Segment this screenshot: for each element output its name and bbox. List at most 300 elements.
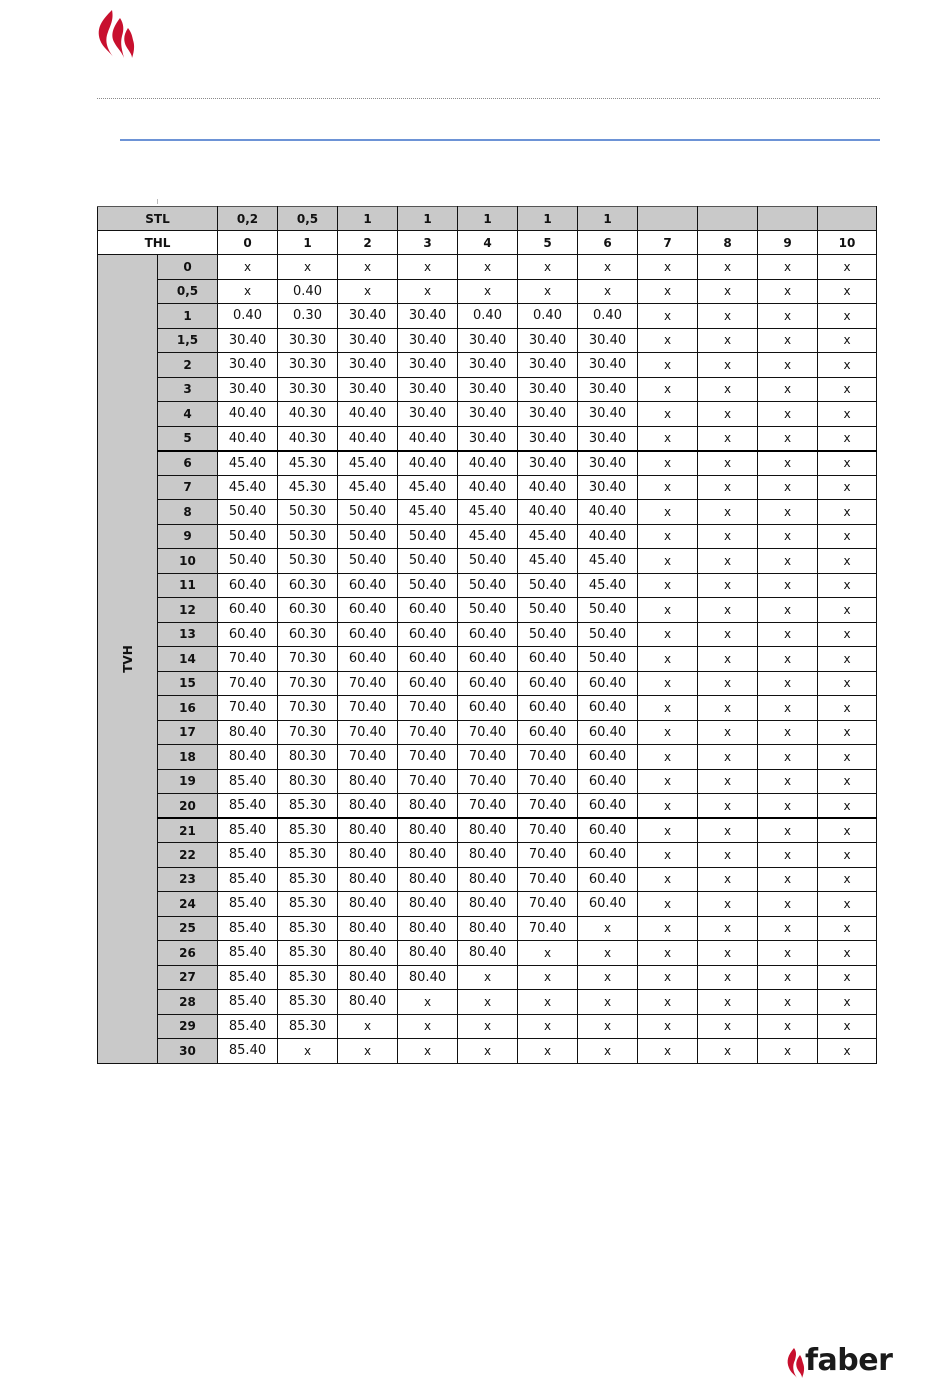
value-cell: 30.40 — [518, 353, 578, 378]
value-cell: 30.40 — [338, 353, 398, 378]
value-cell: x — [758, 500, 818, 525]
value-cell: x — [518, 1039, 578, 1064]
value-cell: 30.40 — [518, 402, 578, 427]
value-cell: x — [638, 377, 698, 402]
value-cell: 45.40 — [338, 451, 398, 476]
value-cell: 30.40 — [578, 377, 638, 402]
value-cell: 60.40 — [578, 843, 638, 868]
value-cell: 80.40 — [338, 794, 398, 819]
table-row — [98, 426, 877, 451]
value-cell: 80.40 — [218, 745, 278, 770]
value-cell: x — [638, 818, 698, 843]
value-cell: x — [758, 720, 818, 745]
table-row — [98, 377, 877, 402]
faber-wordmark: faber — [805, 1343, 893, 1378]
value-cell: 50.40 — [218, 549, 278, 574]
value-cell: 45.40 — [458, 524, 518, 549]
value-cell: 80.40 — [398, 818, 458, 843]
tvh-row-header: 17 — [158, 720, 218, 745]
tvh-row-header: 23 — [158, 867, 218, 892]
value-cell: x — [698, 573, 758, 598]
value-cell: 60.40 — [218, 598, 278, 623]
value-cell: 85.30 — [278, 965, 338, 990]
value-cell: 45.40 — [518, 549, 578, 574]
tvh-row-header: 24 — [158, 892, 218, 917]
table-row — [98, 892, 877, 917]
tvh-axis-label — [98, 255, 158, 1064]
value-cell: 85.40 — [218, 990, 278, 1015]
value-cell: x — [818, 696, 877, 721]
tvh-row-header: 10 — [158, 549, 218, 574]
value-cell: 30.40 — [518, 451, 578, 476]
value-cell: 80.40 — [458, 867, 518, 892]
table-row — [98, 475, 877, 500]
value-cell: 30.40 — [398, 377, 458, 402]
value-cell: 30.40 — [338, 328, 398, 353]
value-cell: 70.40 — [398, 720, 458, 745]
tvh-row-header: 30 — [158, 1039, 218, 1064]
value-cell: 70.40 — [458, 745, 518, 770]
value-cell: 70.40 — [458, 769, 518, 794]
value-cell: x — [638, 671, 698, 696]
value-cell: x — [698, 1014, 758, 1039]
value-cell: x — [818, 500, 877, 525]
value-cell: 85.40 — [218, 867, 278, 892]
value-cell: 85.30 — [278, 990, 338, 1015]
value-cell: 80.40 — [458, 916, 518, 941]
value-cell: 40.40 — [458, 451, 518, 476]
value-cell: x — [698, 892, 758, 917]
value-cell: x — [818, 524, 877, 549]
tvh-row-header: 11 — [158, 573, 218, 598]
value-cell: x — [518, 1014, 578, 1039]
value-cell: x — [638, 475, 698, 500]
value-cell: 85.30 — [278, 916, 338, 941]
value-cell: x — [758, 1014, 818, 1039]
value-cell: 70.40 — [338, 696, 398, 721]
value-cell: x — [518, 941, 578, 966]
value-cell: 85.40 — [218, 916, 278, 941]
value-cell: 70.40 — [518, 745, 578, 770]
value-cell: 40.40 — [518, 475, 578, 500]
stl-value-cell: 1 — [338, 207, 398, 231]
thl-value-cell: 10 — [818, 231, 877, 255]
table-row — [98, 402, 877, 427]
table-row — [98, 843, 877, 868]
value-cell: 30.40 — [398, 304, 458, 329]
value-cell: x — [338, 1039, 398, 1064]
value-cell: 70.30 — [278, 671, 338, 696]
value-cell: 80.40 — [398, 892, 458, 917]
value-cell: 70.40 — [338, 671, 398, 696]
tvh-row-header: 1 — [158, 304, 218, 329]
value-cell: x — [518, 965, 578, 990]
tvh-row-header: 21 — [158, 818, 218, 843]
value-cell: x — [518, 255, 578, 280]
value-cell: 80.40 — [398, 867, 458, 892]
tvh-row-header: 15 — [158, 671, 218, 696]
value-cell: x — [818, 328, 877, 353]
table-row — [98, 304, 877, 329]
tvh-row-header: 0 — [158, 255, 218, 280]
value-cell: x — [818, 475, 877, 500]
value-cell: 80.40 — [458, 892, 518, 917]
value-cell: 80.40 — [458, 818, 518, 843]
value-cell: x — [638, 892, 698, 917]
value-cell: 80.30 — [278, 769, 338, 794]
value-cell: x — [818, 867, 877, 892]
value-cell: 85.40 — [218, 1039, 278, 1064]
value-cell: 80.40 — [398, 965, 458, 990]
value-cell: x — [818, 402, 877, 427]
value-cell: 80.40 — [338, 892, 398, 917]
value-cell: x — [818, 451, 877, 476]
value-cell: x — [698, 304, 758, 329]
value-cell: 70.40 — [398, 745, 458, 770]
value-cell: 80.40 — [398, 843, 458, 868]
stl-value-cell — [758, 207, 818, 231]
value-cell: x — [638, 916, 698, 941]
value-cell: 40.40 — [218, 402, 278, 427]
value-cell: 80.40 — [458, 843, 518, 868]
value-cell: x — [758, 990, 818, 1015]
value-cell: 30.40 — [458, 353, 518, 378]
value-cell: x — [818, 769, 877, 794]
tvh-row-header: 0,5 — [158, 279, 218, 304]
value-cell: x — [758, 916, 818, 941]
thl-value-cell: 4 — [458, 231, 518, 255]
value-cell: 70.40 — [398, 769, 458, 794]
value-cell: x — [338, 255, 398, 280]
table-row — [98, 990, 877, 1015]
thl-value-cell: 1 — [278, 231, 338, 255]
value-cell: x — [698, 1039, 758, 1064]
value-cell: x — [458, 990, 518, 1015]
tvh-row-header: 5 — [158, 426, 218, 451]
value-cell: x — [638, 622, 698, 647]
value-cell: x — [458, 965, 518, 990]
value-cell: x — [638, 647, 698, 672]
value-cell: 60.40 — [578, 720, 638, 745]
value-cell: 60.40 — [458, 696, 518, 721]
value-cell: x — [638, 279, 698, 304]
value-cell: 30.30 — [278, 377, 338, 402]
value-cell: x — [458, 279, 518, 304]
value-cell: x — [758, 843, 818, 868]
value-cell: x — [758, 377, 818, 402]
table-tick-mark — [157, 199, 158, 204]
value-cell: 50.40 — [218, 524, 278, 549]
value-cell: 60.40 — [338, 598, 398, 623]
value-cell: 85.30 — [278, 818, 338, 843]
value-cell: x — [698, 696, 758, 721]
value-cell: 50.40 — [518, 622, 578, 647]
thl-value-cell: 7 — [638, 231, 698, 255]
value-cell: x — [818, 745, 877, 770]
tvh-row-header: 3 — [158, 377, 218, 402]
value-cell: 80.40 — [338, 916, 398, 941]
value-cell: 85.30 — [278, 1014, 338, 1039]
value-cell: 60.40 — [398, 598, 458, 623]
value-cell: 30.40 — [518, 426, 578, 451]
value-cell: x — [398, 279, 458, 304]
value-cell: 80.30 — [278, 745, 338, 770]
value-cell: 60.40 — [578, 892, 638, 917]
value-cell: 60.40 — [398, 671, 458, 696]
thl-value-cell: 6 — [578, 231, 638, 255]
tvh-row-header: 28 — [158, 990, 218, 1015]
value-cell: x — [638, 549, 698, 574]
tvh-row-header: 1,5 — [158, 328, 218, 353]
value-cell: x — [758, 328, 818, 353]
value-cell: 0.40 — [278, 279, 338, 304]
value-cell: 70.40 — [518, 892, 578, 917]
value-cell: 60.40 — [578, 867, 638, 892]
value-cell: x — [818, 353, 877, 378]
faber-flame-icon — [786, 1347, 806, 1379]
value-cell: x — [698, 451, 758, 476]
value-cell: x — [698, 475, 758, 500]
value-cell: x — [818, 916, 877, 941]
value-cell: 30.40 — [578, 426, 638, 451]
stl-value-cell: 1 — [578, 207, 638, 231]
tvh-row-header: 16 — [158, 696, 218, 721]
value-cell: x — [758, 279, 818, 304]
value-cell: 60.40 — [458, 622, 518, 647]
value-cell: x — [638, 500, 698, 525]
value-cell: x — [338, 1014, 398, 1039]
value-cell: 0.40 — [518, 304, 578, 329]
stl-value-cell — [698, 207, 758, 231]
value-cell: x — [398, 1039, 458, 1064]
value-cell: x — [698, 500, 758, 525]
value-cell: 50.40 — [578, 647, 638, 672]
value-cell: x — [338, 279, 398, 304]
value-cell: 45.30 — [278, 475, 338, 500]
table-row — [98, 622, 877, 647]
value-cell: 80.40 — [338, 965, 398, 990]
table-row — [98, 500, 877, 525]
tvh-row-header: 13 — [158, 622, 218, 647]
value-cell: 30.40 — [578, 328, 638, 353]
thl-header-label: THL — [98, 231, 218, 255]
value-cell: 40.40 — [458, 475, 518, 500]
value-cell: x — [698, 622, 758, 647]
value-cell: 0.40 — [218, 304, 278, 329]
value-cell: x — [698, 549, 758, 574]
value-cell: x — [818, 1014, 877, 1039]
value-cell: 0.40 — [578, 304, 638, 329]
value-cell: 40.40 — [398, 451, 458, 476]
value-cell: 30.40 — [398, 328, 458, 353]
table-row — [98, 353, 877, 378]
value-cell: x — [758, 451, 818, 476]
value-cell: x — [638, 598, 698, 623]
value-cell: x — [818, 598, 877, 623]
value-cell: 30.40 — [578, 451, 638, 476]
table-row — [98, 867, 877, 892]
value-cell: 80.40 — [338, 769, 398, 794]
value-cell: 60.40 — [338, 573, 398, 598]
value-cell: 70.40 — [518, 867, 578, 892]
value-cell: x — [758, 965, 818, 990]
table-row — [98, 696, 877, 721]
table-row — [98, 647, 877, 672]
value-cell: x — [578, 1039, 638, 1064]
value-cell: 60.40 — [578, 671, 638, 696]
value-cell: x — [818, 647, 877, 672]
value-cell: 70.40 — [518, 794, 578, 819]
value-cell: x — [818, 720, 877, 745]
value-cell: 45.30 — [278, 451, 338, 476]
value-cell: 80.40 — [338, 990, 398, 1015]
value-cell: x — [698, 867, 758, 892]
value-cell: x — [758, 794, 818, 819]
value-cell: 30.30 — [278, 328, 338, 353]
value-cell: x — [758, 745, 818, 770]
value-cell: 50.30 — [278, 549, 338, 574]
value-cell: 40.40 — [338, 426, 398, 451]
value-cell: 70.40 — [458, 794, 518, 819]
table-row — [98, 598, 877, 623]
value-cell: x — [638, 304, 698, 329]
value-cell: x — [638, 353, 698, 378]
tvh-row-header: 20 — [158, 794, 218, 819]
value-cell: 30.40 — [578, 402, 638, 427]
value-cell: 30.40 — [218, 328, 278, 353]
value-cell: x — [758, 598, 818, 623]
value-cell: x — [458, 255, 518, 280]
stl-header-label: STL — [98, 207, 218, 231]
value-cell: 30.40 — [458, 426, 518, 451]
value-cell: 30.40 — [458, 402, 518, 427]
faber-brand-logo — [786, 1343, 893, 1381]
value-cell: x — [578, 990, 638, 1015]
table-row — [98, 769, 877, 794]
value-cell: x — [818, 990, 877, 1015]
header-dotted-divider — [97, 98, 880, 99]
thl-value-cell: 9 — [758, 231, 818, 255]
value-cell: x — [698, 598, 758, 623]
table-row — [98, 524, 877, 549]
tvh-row-header: 4 — [158, 402, 218, 427]
value-cell: 60.40 — [518, 671, 578, 696]
value-cell: x — [638, 1039, 698, 1064]
value-cell: 80.40 — [398, 916, 458, 941]
value-cell: x — [638, 328, 698, 353]
value-cell: x — [758, 892, 818, 917]
value-cell: 60.30 — [278, 573, 338, 598]
value-cell: 85.30 — [278, 867, 338, 892]
value-cell: 0.40 — [458, 304, 518, 329]
value-cell: x — [398, 1014, 458, 1039]
tvh-row-header: 8 — [158, 500, 218, 525]
value-cell: 50.40 — [458, 573, 518, 598]
value-cell: x — [758, 769, 818, 794]
table-row — [98, 573, 877, 598]
value-cell: 85.40 — [218, 892, 278, 917]
value-cell: x — [398, 255, 458, 280]
value-cell: x — [758, 671, 818, 696]
value-cell: 85.30 — [278, 892, 338, 917]
value-cell: x — [758, 304, 818, 329]
value-cell: x — [758, 353, 818, 378]
value-cell: x — [638, 720, 698, 745]
value-cell: x — [638, 843, 698, 868]
value-cell: 85.30 — [278, 794, 338, 819]
value-cell: x — [818, 965, 877, 990]
value-cell: 30.40 — [338, 377, 398, 402]
value-cell: 50.40 — [518, 573, 578, 598]
value-cell: 60.30 — [278, 598, 338, 623]
tvh-label-text: TVH — [120, 644, 135, 673]
value-cell: x — [758, 475, 818, 500]
value-cell: x — [818, 843, 877, 868]
value-cell: 45.40 — [578, 573, 638, 598]
tvh-thl-table — [97, 206, 877, 1064]
value-cell: x — [818, 941, 877, 966]
value-cell: 70.40 — [218, 696, 278, 721]
value-cell: 50.40 — [458, 549, 518, 574]
value-cell: x — [758, 524, 818, 549]
value-cell: x — [638, 1014, 698, 1039]
value-cell: 60.40 — [338, 647, 398, 672]
value-cell: 40.30 — [278, 402, 338, 427]
table-row — [98, 916, 877, 941]
value-cell: 45.40 — [218, 475, 278, 500]
value-cell: x — [638, 990, 698, 1015]
value-cell: 50.40 — [398, 524, 458, 549]
value-cell: 80.40 — [338, 867, 398, 892]
value-cell: x — [698, 794, 758, 819]
value-cell: 50.40 — [338, 500, 398, 525]
value-cell: 30.40 — [458, 377, 518, 402]
stl-value-cell: 1 — [398, 207, 458, 231]
value-cell: x — [638, 451, 698, 476]
value-cell: 30.40 — [578, 353, 638, 378]
value-cell: x — [638, 745, 698, 770]
value-cell: 70.40 — [518, 818, 578, 843]
value-cell: x — [698, 328, 758, 353]
value-cell: 80.40 — [398, 941, 458, 966]
value-cell: x — [638, 794, 698, 819]
value-cell: x — [638, 573, 698, 598]
value-cell: 60.40 — [578, 696, 638, 721]
value-cell: x — [758, 622, 818, 647]
thl-value-cell: 2 — [338, 231, 398, 255]
value-cell: 70.40 — [338, 720, 398, 745]
value-cell: 40.40 — [578, 500, 638, 525]
value-cell: x — [578, 916, 638, 941]
table-row — [98, 279, 877, 304]
value-cell: x — [638, 255, 698, 280]
value-cell: x — [698, 377, 758, 402]
tvh-row-header: 26 — [158, 941, 218, 966]
value-cell: 70.40 — [218, 671, 278, 696]
value-cell: 60.40 — [518, 696, 578, 721]
value-cell: x — [638, 941, 698, 966]
value-cell: 45.40 — [578, 549, 638, 574]
value-cell: 50.40 — [218, 500, 278, 525]
table-row — [98, 965, 877, 990]
value-cell: x — [518, 990, 578, 1015]
table-row — [98, 451, 877, 476]
flame-logo-icon — [94, 8, 136, 60]
value-cell: 60.40 — [518, 647, 578, 672]
value-cell: 80.40 — [338, 843, 398, 868]
header-blue-rule — [120, 139, 880, 141]
value-cell: 60.40 — [398, 647, 458, 672]
